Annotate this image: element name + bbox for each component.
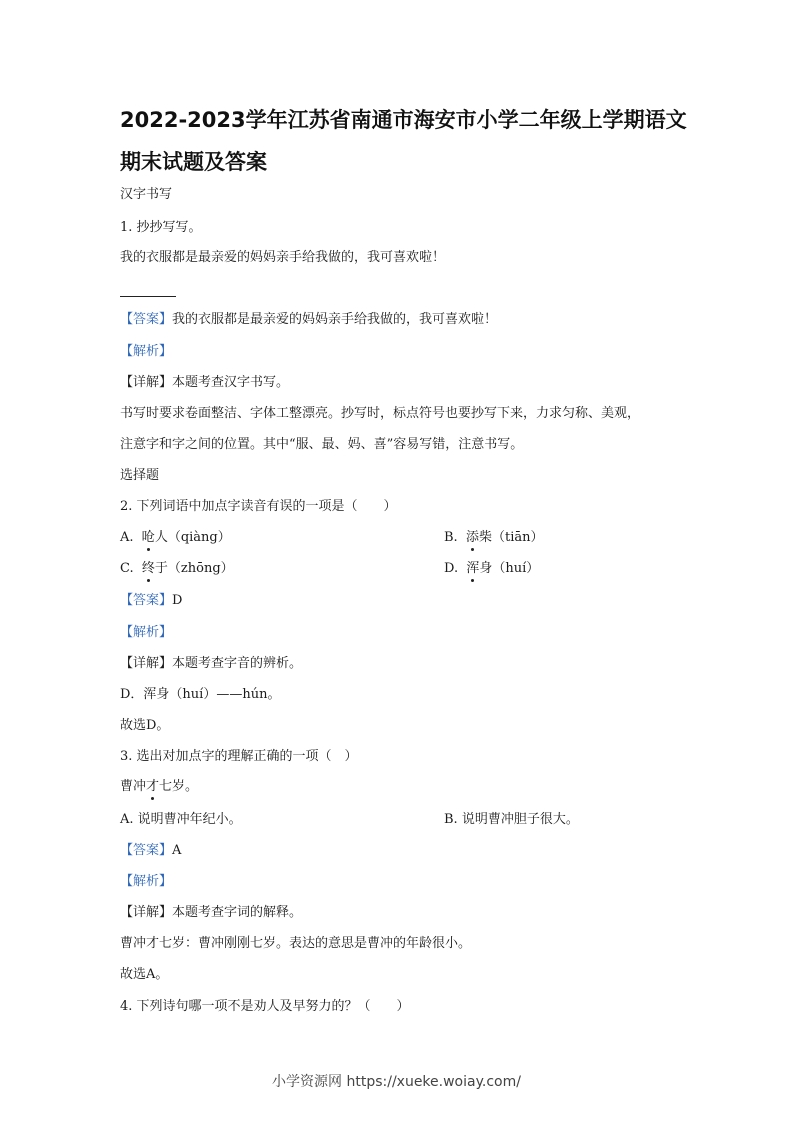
q2-stem: 2. 下列词语中加点字读音有误的一项是（ ） <box>120 499 397 514</box>
q2-answer <box>120 592 182 610</box>
q1-detail <box>120 374 289 392</box>
q3-explain-2: 故选A。 <box>120 967 169 982</box>
answer-tag: 【答案】 <box>120 593 173 608</box>
q3-option-a: A. 说明曹冲年纪小。 <box>120 812 242 827</box>
q1-answer <box>120 311 497 329</box>
footer-watermark: 小学资源网 https://xueke.woiay.com/ <box>272 1074 521 1090</box>
document-title-line1: 2022-2023学年江苏省南通市海安市小学二年级上学期语文 <box>120 108 687 132</box>
answer-tag: 【答案】 <box>120 843 173 858</box>
answer-tag: 【答案】 <box>120 312 173 327</box>
detail-text: 本题考查字词的解释。 <box>172 905 303 920</box>
q2-explain-1: D．浑身（huí）——hún。 <box>120 687 281 702</box>
detail-tag: 【详解】 <box>120 375 173 390</box>
dotted-char: 终 <box>141 561 155 576</box>
section-heading-writing: 汉字书写 <box>120 187 173 202</box>
dotted-char: 添 <box>465 530 479 545</box>
detail-text: 本题考查汉字书写。 <box>172 375 290 390</box>
q3-stem: 3. 选出对加点字的理解正确的一项（ ） <box>120 749 358 764</box>
q3-answer <box>120 842 181 860</box>
detail-text: 本题考查字音的辨析。 <box>172 656 303 671</box>
q3-analysis-tag: 【解析】 <box>120 874 173 889</box>
q1-explain-1: 书写时要求卷面整洁、字体工整漂亮。抄写时，标点符号也要抄写下来，力求匀称、美观， <box>120 406 641 421</box>
q4-stem: 4. 下列诗句哪一项不是劝人及早努力的？（ ） <box>120 999 410 1014</box>
dotted-char: 呛 <box>141 530 155 545</box>
answer-text: 我的衣服都是最亲爱的妈妈亲手给我做的，我可喜欢啦！ <box>172 312 498 327</box>
q2-option-a: A. 呛人（qiàng） <box>120 530 231 545</box>
q1-text: 我的衣服都是最亲爱的妈妈亲手给我做的，我可喜欢啦！ <box>120 250 446 265</box>
q3-sentence: 曹冲才七岁。 <box>120 779 199 794</box>
section-heading-choice: 选择题 <box>120 468 160 483</box>
document-title-line2: 期末试题及答案 <box>120 150 267 174</box>
q2-option-b: B. 添柴（tiān） <box>444 530 544 545</box>
q2-explain-2: 故选D。 <box>120 718 170 733</box>
q3-detail <box>120 904 302 922</box>
detail-tag: 【详解】 <box>120 905 173 920</box>
detail-tag: 【详解】 <box>120 656 173 671</box>
q3-option-b: B. 说明曹冲胆子很大。 <box>444 812 579 827</box>
dotted-char: 才 <box>146 779 160 794</box>
q2-option-d: D. 浑身（huí） <box>444 561 540 576</box>
q2-option-c: C. 终于（zhōng） <box>120 561 234 576</box>
q2-analysis-tag: 【解析】 <box>120 625 173 640</box>
q1-analysis-tag: 【解析】 <box>120 344 173 359</box>
q3-explain-1: 曹冲才七岁：曹冲刚刚七岁。表达的意思是曹冲的年龄很小。 <box>120 936 472 951</box>
answer-text: D <box>172 593 183 608</box>
answer-text: A <box>172 843 182 858</box>
q1-answer-blank <box>120 296 176 297</box>
q1-stem: 1. 抄抄写写。 <box>120 220 202 235</box>
dotted-char: 浑 <box>466 561 480 576</box>
q2-detail <box>120 655 302 673</box>
q1-explain-2: 注意字和字之间的位置。其中“服、最、妈、喜”容易写错，注意书写。 <box>120 437 524 452</box>
